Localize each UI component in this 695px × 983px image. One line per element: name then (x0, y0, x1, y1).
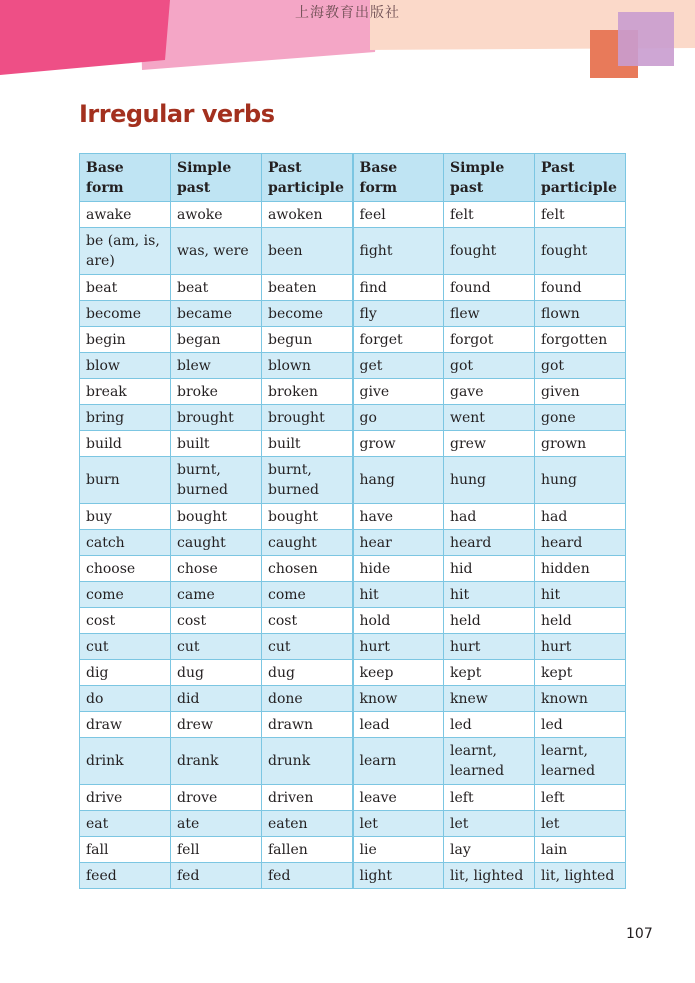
table-row (80, 530, 626, 556)
table-cell: got (535, 353, 626, 379)
table-cell: come (80, 582, 171, 608)
table-row (80, 582, 626, 608)
table-cell: lit, lighted (444, 863, 535, 889)
table-row (80, 228, 626, 275)
table-cell: hang (353, 457, 444, 504)
table-cell: came (171, 582, 262, 608)
table-cell: awoken (262, 202, 353, 228)
table-cell: heard (535, 530, 626, 556)
table-cell: cut (80, 634, 171, 660)
table-cell: begun (262, 327, 353, 353)
table-cell: held (444, 608, 535, 634)
table-cell: hid (444, 556, 535, 582)
irregular-verbs-table (79, 153, 626, 889)
table-cell: lead (353, 712, 444, 738)
table-cell: come (262, 582, 353, 608)
table-cell: go (353, 405, 444, 431)
table-cell: found (535, 275, 626, 301)
table-row (80, 837, 626, 863)
table-cell: become (80, 301, 171, 327)
table-cell: felt (535, 202, 626, 228)
table-row (80, 738, 626, 785)
table-cell: beat (80, 275, 171, 301)
table-cell: blown (262, 353, 353, 379)
table-cell: forgotten (535, 327, 626, 353)
table-cell: burnt, burned (171, 457, 262, 504)
table-cell: fight (353, 228, 444, 275)
table-cell: broke (171, 379, 262, 405)
table-cell: cost (262, 608, 353, 634)
table-cell: became (171, 301, 262, 327)
table-row (80, 431, 626, 457)
table-cell: blew (171, 353, 262, 379)
table-cell: flew (444, 301, 535, 327)
table-cell: fed (171, 863, 262, 889)
table-cell: let (444, 811, 535, 837)
table-cell: hear (353, 530, 444, 556)
table-cell: draw (80, 712, 171, 738)
table-row (80, 379, 626, 405)
table-cell: let (353, 811, 444, 837)
table-cell: fell (171, 837, 262, 863)
table-cell: fought (535, 228, 626, 275)
table-cell: cost (80, 608, 171, 634)
page-number: 107 (626, 926, 653, 942)
table-cell: brought (262, 405, 353, 431)
table-cell: hung (444, 457, 535, 504)
table-cell: light (353, 863, 444, 889)
table-cell: leave (353, 785, 444, 811)
table-cell: driven (262, 785, 353, 811)
page-title: Irregular verbs (79, 100, 275, 128)
table-cell: dug (171, 660, 262, 686)
table-cell: built (171, 431, 262, 457)
table-cell: buy (80, 504, 171, 530)
table-cell: choose (80, 556, 171, 582)
table-cell: hurt (444, 634, 535, 660)
table-cell: ate (171, 811, 262, 837)
table-cell: grow (353, 431, 444, 457)
table-cell: gone (535, 405, 626, 431)
table-cell: grew (444, 431, 535, 457)
table-cell: begin (80, 327, 171, 353)
table-cell: lie (353, 837, 444, 863)
table-cell: grown (535, 431, 626, 457)
table-cell: learnt, learned (444, 738, 535, 785)
table-row (80, 785, 626, 811)
column-header: Past participle (262, 154, 353, 202)
table-cell: went (444, 405, 535, 431)
publisher-header: 上海教育出版社 (295, 5, 400, 21)
table-cell: feel (353, 202, 444, 228)
table-cell: be (am, is, are) (80, 228, 171, 275)
table-row (80, 863, 626, 889)
table-cell: done (262, 686, 353, 712)
table-cell: chosen (262, 556, 353, 582)
table-cell: learn (353, 738, 444, 785)
table-cell: fallen (262, 837, 353, 863)
table-cell: burn (80, 457, 171, 504)
table-cell: drink (80, 738, 171, 785)
table-cell: blow (80, 353, 171, 379)
column-header: Simple past (171, 154, 262, 202)
table-cell: was, were (171, 228, 262, 275)
table-row (80, 504, 626, 530)
table-cell: hurt (535, 634, 626, 660)
table-cell: get (353, 353, 444, 379)
table-row (80, 301, 626, 327)
table-cell: given (535, 379, 626, 405)
table-row (80, 660, 626, 686)
table-row (80, 686, 626, 712)
table-cell: caught (171, 530, 262, 556)
table-row (80, 202, 626, 228)
table-cell: forgot (444, 327, 535, 353)
table-cell: forget (353, 327, 444, 353)
table-cell: hold (353, 608, 444, 634)
table-cell: have (353, 504, 444, 530)
table-cell: lit, lighted (535, 863, 626, 889)
table-cell: hit (353, 582, 444, 608)
table-cell: hit (444, 582, 535, 608)
table-cell: began (171, 327, 262, 353)
table-cell: become (262, 301, 353, 327)
table-cell: cost (171, 608, 262, 634)
table-cell: awoke (171, 202, 262, 228)
table-cell: bought (171, 504, 262, 530)
table-cell: fed (262, 863, 353, 889)
table-cell: break (80, 379, 171, 405)
table-cell: had (444, 504, 535, 530)
table-cell: eaten (262, 811, 353, 837)
table-cell: held (535, 608, 626, 634)
table-cell: let (535, 811, 626, 837)
table-cell: knew (444, 686, 535, 712)
table-row (80, 457, 626, 504)
table-cell: build (80, 431, 171, 457)
table-cell: hung (535, 457, 626, 504)
table-cell: lain (535, 837, 626, 863)
table-cell: keep (353, 660, 444, 686)
table-cell: known (535, 686, 626, 712)
table-row (80, 275, 626, 301)
table-row (80, 405, 626, 431)
table-cell: kept (444, 660, 535, 686)
table-cell: burnt, burned (262, 457, 353, 504)
table-cell: found (444, 275, 535, 301)
table-row (80, 353, 626, 379)
table-row (80, 811, 626, 837)
table-cell: left (535, 785, 626, 811)
table-row (80, 556, 626, 582)
table-cell: heard (444, 530, 535, 556)
table-cell: got (444, 353, 535, 379)
table-cell: know (353, 686, 444, 712)
table-cell: led (444, 712, 535, 738)
table-cell: broken (262, 379, 353, 405)
table-cell: feed (80, 863, 171, 889)
table-cell: brought (171, 405, 262, 431)
table-cell: eat (80, 811, 171, 837)
table-cell: learnt, learned (535, 738, 626, 785)
table-cell: built (262, 431, 353, 457)
table-cell: dig (80, 660, 171, 686)
table-cell: bring (80, 405, 171, 431)
column-header: Base form (80, 154, 171, 202)
table-cell: do (80, 686, 171, 712)
table-cell: cut (262, 634, 353, 660)
table-row (80, 608, 626, 634)
column-header: Simple past (444, 154, 535, 202)
table-cell: find (353, 275, 444, 301)
table-cell: did (171, 686, 262, 712)
table-cell: chose (171, 556, 262, 582)
table-cell: awake (80, 202, 171, 228)
table-cell: kept (535, 660, 626, 686)
column-header: Base form (353, 154, 444, 202)
table-cell: drove (171, 785, 262, 811)
table-cell: hit (535, 582, 626, 608)
column-header: Past participle (535, 154, 626, 202)
table-row (80, 634, 626, 660)
table-cell: hurt (353, 634, 444, 660)
table-cell: bought (262, 504, 353, 530)
table-cell: caught (262, 530, 353, 556)
table-cell: drive (80, 785, 171, 811)
table-cell: hide (353, 556, 444, 582)
table-cell: cut (171, 634, 262, 660)
table-cell: dug (262, 660, 353, 686)
table-cell: been (262, 228, 353, 275)
header-row (80, 154, 626, 202)
table-cell: fly (353, 301, 444, 327)
table-cell: beaten (262, 275, 353, 301)
table-cell: fought (444, 228, 535, 275)
table-cell: felt (444, 202, 535, 228)
table-cell: had (535, 504, 626, 530)
table-cell: beat (171, 275, 262, 301)
table-cell: flown (535, 301, 626, 327)
table-cell: drunk (262, 738, 353, 785)
table-cell: left (444, 785, 535, 811)
table-cell: gave (444, 379, 535, 405)
table-cell: led (535, 712, 626, 738)
table-cell: fall (80, 837, 171, 863)
table-cell: lay (444, 837, 535, 863)
table-row (80, 327, 626, 353)
table-cell: drank (171, 738, 262, 785)
table-cell: give (353, 379, 444, 405)
table-cell: drew (171, 712, 262, 738)
table-cell: catch (80, 530, 171, 556)
table-body (80, 202, 626, 889)
table-row (80, 712, 626, 738)
table-cell: drawn (262, 712, 353, 738)
table-cell: hidden (535, 556, 626, 582)
table-header (80, 154, 626, 202)
